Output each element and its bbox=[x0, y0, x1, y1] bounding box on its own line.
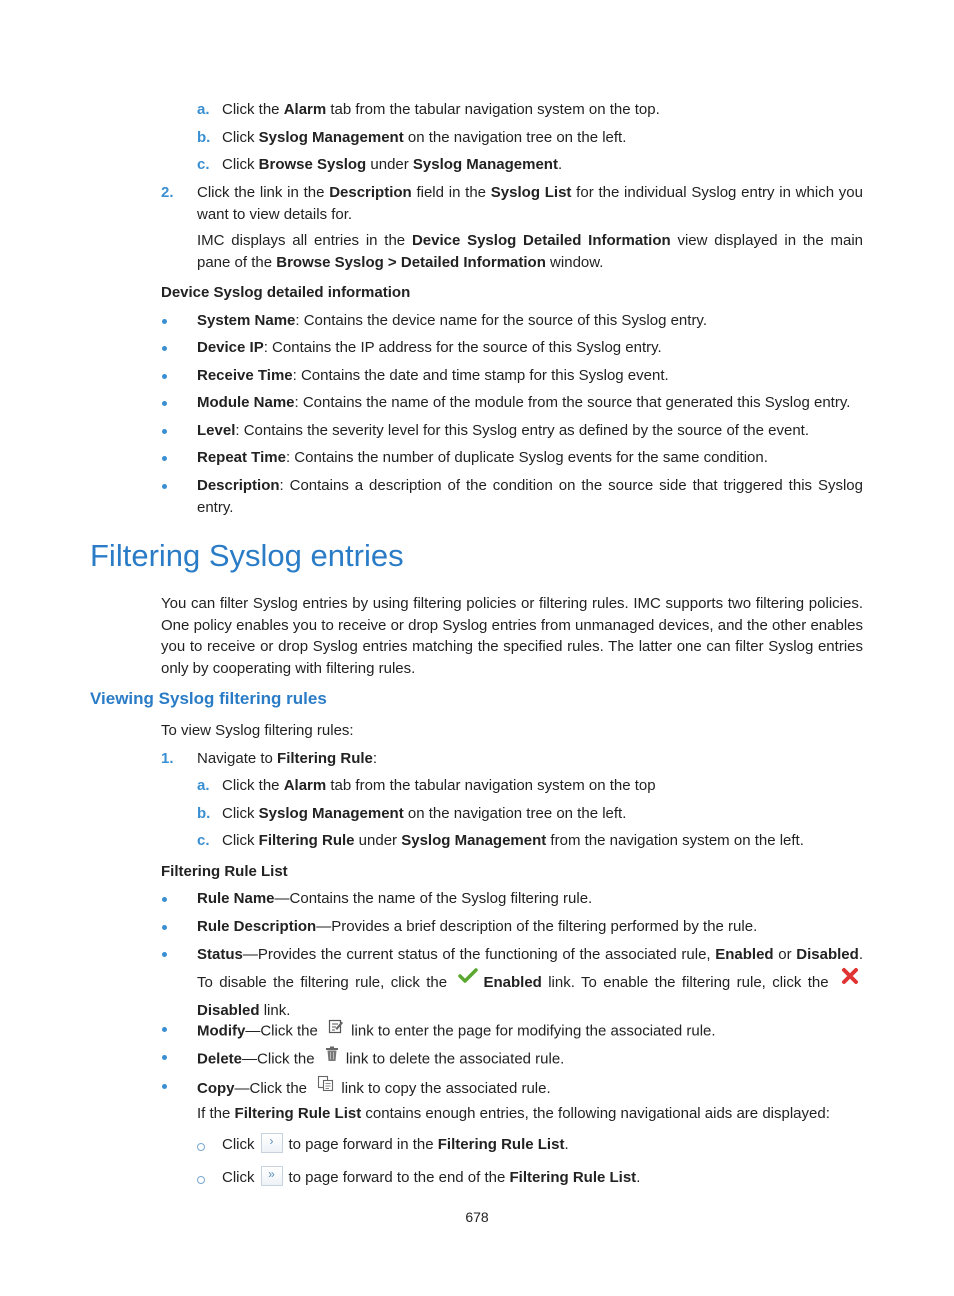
step-b-text: Click Syslog Management on the navigation tree on the left. bbox=[222, 129, 627, 146]
step-2-paragraph: IMC displays all entries in the Device Syslog Detailed Information view displayed in the main pane of the Browse Syslog > Detailed Information window. bbox=[197, 232, 864, 271]
bullet bbox=[162, 484, 167, 489]
hollow-bullet bbox=[197, 1143, 205, 1151]
step-a-text: Click the Alarm tab from the tabular navigation system on the top. bbox=[222, 101, 660, 118]
hollow-bullet bbox=[197, 1176, 205, 1184]
step-label: 2. bbox=[161, 184, 174, 201]
bullet bbox=[162, 897, 167, 902]
nav-item-next: Click › to page forward in the Filtering Rule List. bbox=[222, 1134, 569, 1153]
rule-heading: Filtering Rule List bbox=[161, 863, 288, 880]
step-label: 1. bbox=[161, 750, 174, 767]
bullet bbox=[162, 319, 167, 324]
view-step-1-text: Navigate to Filtering Rule: bbox=[197, 750, 378, 767]
detail-item-receive-time: Receive Time: Contains the date and time stamp for this Syslog event. bbox=[197, 367, 669, 384]
bullet bbox=[162, 456, 167, 461]
bullet bbox=[162, 952, 167, 957]
bullet bbox=[162, 1027, 167, 1032]
section-paragraph: You can filter Syslog entries by using filtering policies or filtering rules. IMC supports two filtering policies. One policy enables you to receive or drop Syslog entries from unmanaged devices, and the other enables you to receive or drop Syslog entries matching the specified rules. The latter one can filter Syslog entries only by cooperating with filtering rules. bbox=[161, 595, 863, 677]
rule-item-modify: Modify—Click the link to enter the page for modifying the associated rule. bbox=[197, 1018, 716, 1046]
rule-item-description: Rule Description—Provides a brief description of the filtering performed by the rule. bbox=[197, 918, 758, 935]
detail-heading: Device Syslog detailed information bbox=[161, 284, 411, 301]
view-step-c-text: Click Filtering Rule under Syslog Management from the navigation system on the left. bbox=[222, 832, 804, 849]
modify-icon bbox=[328, 1018, 344, 1041]
rule-item-delete: Delete—Click the link to delete the associated rule. bbox=[197, 1046, 564, 1074]
copy-icon bbox=[317, 1075, 334, 1099]
step-label: b. bbox=[197, 805, 211, 822]
last-page-icon: » bbox=[261, 1166, 283, 1186]
trash-icon bbox=[325, 1046, 339, 1069]
detail-item-description: Description: Contains a description of the condition on the source side that triggered this Syslog entry. bbox=[197, 477, 863, 516]
step-2-text: Click the link in the Description field in the Syslog List for the individual Syslog entry in which you want to view details for. bbox=[197, 184, 863, 223]
red-x-icon bbox=[841, 967, 859, 993]
rule-item-copy: Copy—Click the link to copy the associated rule. bbox=[197, 1075, 551, 1104]
rule-item-status: Status—Provides the current status of the functioning of the associated rule, Enabled or Disabled. To disable the filtering rule, click the Enabled link. To enable the filtering rule, click the Disabled link. bbox=[197, 946, 863, 1019]
bullet bbox=[162, 346, 167, 351]
page-number: 678 bbox=[465, 1209, 489, 1225]
bullet bbox=[162, 1055, 167, 1060]
step-label: c. bbox=[197, 156, 210, 173]
bullet bbox=[162, 429, 167, 434]
bullet bbox=[162, 401, 167, 406]
next-page-icon: › bbox=[261, 1133, 283, 1153]
checkmark-icon bbox=[458, 968, 478, 992]
step-c-text: Click Browse Syslog under Syslog Management. bbox=[222, 156, 563, 173]
detail-item-system-name: System Name: Contains the device name for the source of this Syslog entry. bbox=[197, 312, 707, 329]
detail-item-device-ip: Device IP: Contains the IP address for the source of this Syslog entry. bbox=[197, 339, 662, 356]
view-step-b-text: Click Syslog Management on the navigation tree on the left. bbox=[222, 805, 627, 822]
nav-item-last: Click » to page forward to the end of the Filtering Rule List. bbox=[222, 1167, 641, 1186]
step-label: a. bbox=[197, 101, 210, 118]
rule-item-name: Rule Name—Contains the name of the Syslog filtering rule. bbox=[197, 890, 593, 907]
nav-paragraph: If the Filtering Rule List contains enough entries, the following navigational aids are displayed: bbox=[197, 1105, 830, 1122]
bullet bbox=[162, 374, 167, 379]
subsection-title: Viewing Syslog filtering rules bbox=[90, 689, 327, 708]
detail-item-module-name: Module Name: Contains the name of the module from the source that generated this Syslog entry. bbox=[197, 394, 851, 411]
section-title: Filtering Syslog entries bbox=[90, 538, 404, 573]
detail-item-level: Level: Contains the severity level for this Syslog entry as defined by the source of the event. bbox=[197, 422, 809, 439]
step-label: b. bbox=[197, 129, 211, 146]
step-label: a. bbox=[197, 777, 210, 794]
view-step-a-text: Click the Alarm tab from the tabular navigation system on the top bbox=[222, 777, 656, 794]
bullet bbox=[162, 925, 167, 930]
view-intro: To view Syslog filtering rules: bbox=[161, 722, 354, 739]
detail-item-repeat-time: Repeat Time: Contains the number of duplicate Syslog events for the same condition. bbox=[197, 449, 768, 466]
bullet bbox=[162, 1084, 167, 1089]
step-label: c. bbox=[197, 832, 210, 849]
